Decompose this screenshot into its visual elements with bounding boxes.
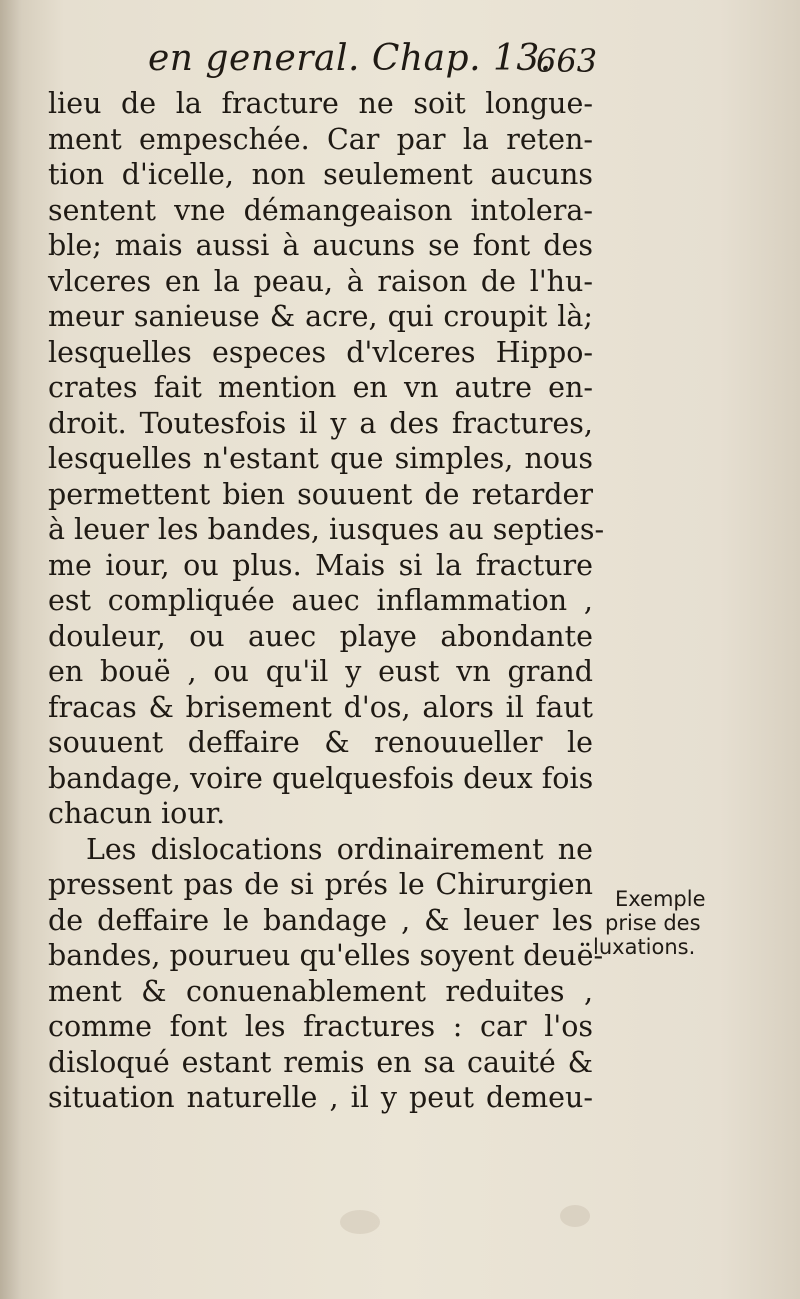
text-line: est compliquée auec inflammation , xyxy=(48,584,593,617)
text-line: fracas & brisement d'os, alors il faut xyxy=(48,690,593,724)
text-line: droit. Toutesfois il y a des fractures, xyxy=(48,406,593,440)
text-line: tion d'icelle, non seulement aucuns xyxy=(48,158,593,191)
text-line: vlceres en la peau, à raison de l'hu- xyxy=(48,264,593,298)
page-number: 663 xyxy=(536,42,598,80)
text-line: souuent deffaire & renouueller le xyxy=(48,726,593,759)
page-gutter xyxy=(0,0,22,1299)
text-line: me iour, ou plus. Mais si la fracture xyxy=(48,548,593,582)
text-line: à leuer les bandes, iusques au septies- xyxy=(48,513,605,546)
text-line: chacun iour. xyxy=(48,797,226,830)
text-line: bandage, voire quelquesfois deux fois xyxy=(48,761,594,795)
text-line: ble; mais aussi à aucuns se font des xyxy=(48,229,593,262)
body-text xyxy=(48,86,605,1116)
text-line: sentent vne démangeaison intolera- xyxy=(48,193,593,227)
text-line: meur sanieuse & acre, qui croupit là; xyxy=(48,300,593,333)
text-line: Les dislocations ordinairement ne xyxy=(86,832,593,866)
text-line: douleur, ou auec playe abondante xyxy=(48,619,593,653)
running-head-title: en general. Chap. 13. xyxy=(148,38,552,79)
text-line: disloqué estant remis en sa cauité & xyxy=(48,1045,593,1079)
text-line: ment empeschée. Car par la reten- xyxy=(48,122,593,156)
paper-stain xyxy=(340,1210,380,1234)
text-line: en bouë , ou qu'il y eust vn grand xyxy=(48,655,593,688)
margin-note-line: prise des xyxy=(605,911,701,935)
paper-stain xyxy=(560,1205,590,1227)
text-line: comme font les fractures : car l'os xyxy=(48,1010,593,1043)
margin-note-line: Exemple xyxy=(615,887,706,911)
margin-note-line: luxations. xyxy=(593,935,696,959)
text-line: de deffaire le bandage , & leuer les xyxy=(48,903,593,937)
text-line: lesquelles especes d'vlceres Hippo- xyxy=(48,335,593,369)
text-line: crates fait mention en vn autre en- xyxy=(48,371,593,404)
text-line: ment & conuenablement reduites , xyxy=(48,974,593,1008)
text-line: permettent bien souuent de retarder xyxy=(48,477,593,511)
text-line: bandes, pourueu qu'elles soyent deuë- xyxy=(48,939,604,972)
text-line: lesquelles n'estant que simples, nous xyxy=(48,442,593,475)
text-line: lieu de la fracture ne soit longue- xyxy=(48,87,593,120)
text-line: situation naturelle , il y peut demeu- xyxy=(48,1081,593,1114)
text-line: pressent pas de si prés le Chirurgien xyxy=(48,868,593,901)
margin-note xyxy=(593,887,718,959)
running-head xyxy=(0,38,800,88)
